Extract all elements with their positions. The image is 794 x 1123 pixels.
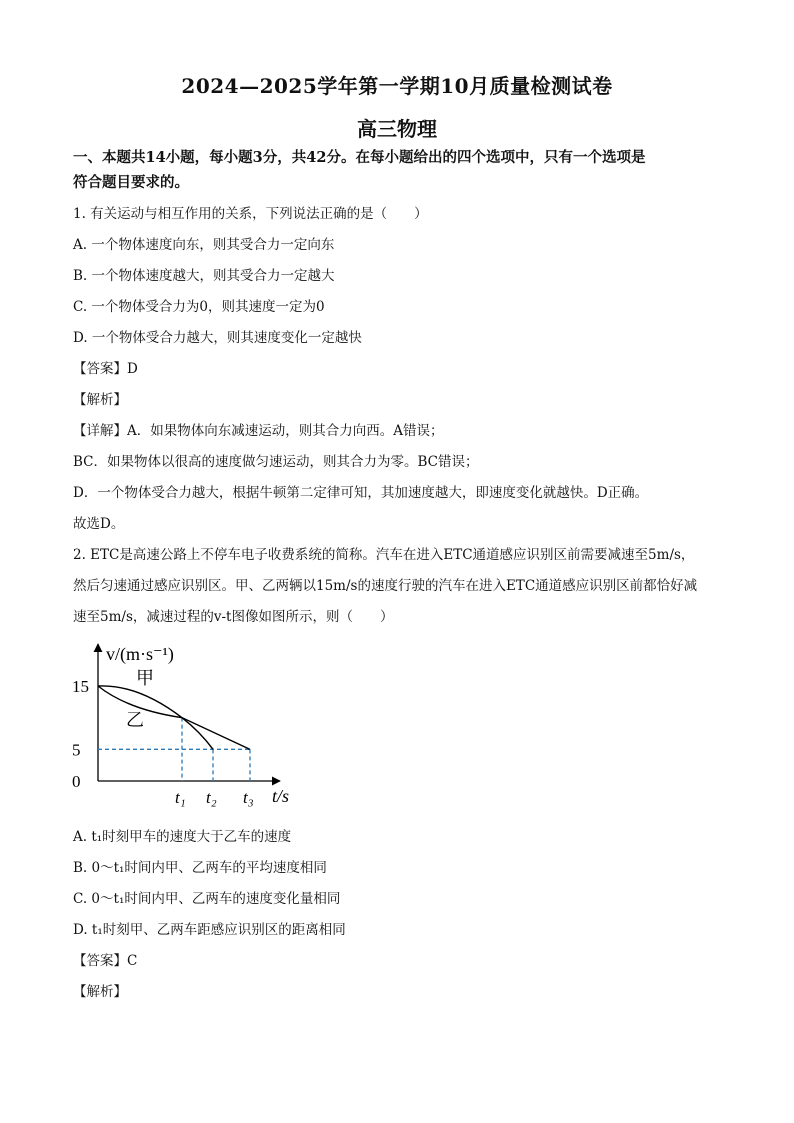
q2-option-d: D. t₁时刻甲、乙两车距感应识别区的距离相同 — [73, 922, 346, 938]
q2-stem-3: 速至5m/s，减速过程的v-t图像如图所示，则（ ） — [73, 609, 394, 625]
series-jia-line — [98, 686, 213, 749]
q1-detail-2: BC．如果物体以很高的速度做匀速运动，则其合力为零。BC错误； — [73, 454, 479, 470]
q1-detail-1: 【详解】A．如果物体向东减速运动，则其合力向西。A错误； — [73, 423, 444, 439]
q1-analysis-label: 【解析】 — [73, 392, 127, 408]
q1-option-d: D. 一个物体受合力越大，则其速度变化一定越快 — [73, 330, 362, 346]
q2-stem-1: 2. ETC是高速公路上不停车电子收费系统的简称。汽车在进入ETC通道感应识别区前需要减速至5m/s， — [73, 547, 695, 563]
q1-stem: 1. 有关运动与相互作用的关系，下列说法正确的是（ ） — [73, 206, 428, 222]
y-tick-label: 15 — [72, 677, 89, 696]
vt-chart — [70, 636, 310, 816]
x-tick-label: t₂ — [206, 788, 217, 807]
x-tick-label: t₃ — [243, 788, 254, 807]
q2-answer: 【答案】C — [73, 953, 138, 969]
exam-subtitle: 高三物理 — [357, 117, 437, 141]
q1-answer: 【答案】D — [73, 361, 138, 377]
x-tick-label: t₁ — [175, 788, 186, 807]
q1-detail-3: D．一个物体受合力越大，根据牛顿第二定律可知，其加速度越大，即速度变化就越快。D正确。 — [73, 485, 649, 501]
section-instruction-1: 一、本题共14小题，每小题3分，共42分。在每小题给出的四个选项中，只有一个选项是 — [73, 149, 646, 166]
series-yi-label: 乙 — [126, 710, 144, 730]
exam-title: 2024—2025学年第一学期10月质量检测试卷 — [181, 74, 613, 98]
q1-option-b: B. 一个物体速度越大，则其受合力一定越大 — [73, 268, 335, 284]
q2-analysis-label: 【解析】 — [73, 984, 127, 1000]
q2-option-c: C. 0～t₁时间内甲、乙两车的速度变化量相同 — [73, 891, 341, 907]
y-axis-label: v/(m·s⁻¹) — [106, 644, 174, 664]
x-axis-label: t/s — [272, 786, 290, 806]
q2-option-b: B. 0～t₁时间内甲、乙两车的平均速度相同 — [73, 860, 327, 876]
series-yi-line — [98, 686, 250, 749]
series-jia-label: 甲 — [136, 668, 154, 688]
q1-option-a: A. 一个物体速度向东，则其受合力一定向东 — [73, 237, 335, 253]
section-instruction-2: 符合题目要求的。 — [73, 174, 189, 191]
y-tick-label: 5 — [72, 740, 81, 760]
q2-stem-2: 然后匀速通过感应识别区。甲、乙两辆以15m/s的速度行驶的汽车在进入ETC通道感应识别区前都恰好减 — [73, 578, 698, 594]
q1-detail-4: 故选D。 — [73, 516, 125, 532]
q2-option-a: A. t₁时刻甲车的速度大于乙车的速度 — [73, 829, 292, 845]
q1-option-c: C. 一个物体受合力为0，则其速度一定为0 — [73, 299, 325, 315]
y-tick-label: 0 — [72, 772, 81, 791]
